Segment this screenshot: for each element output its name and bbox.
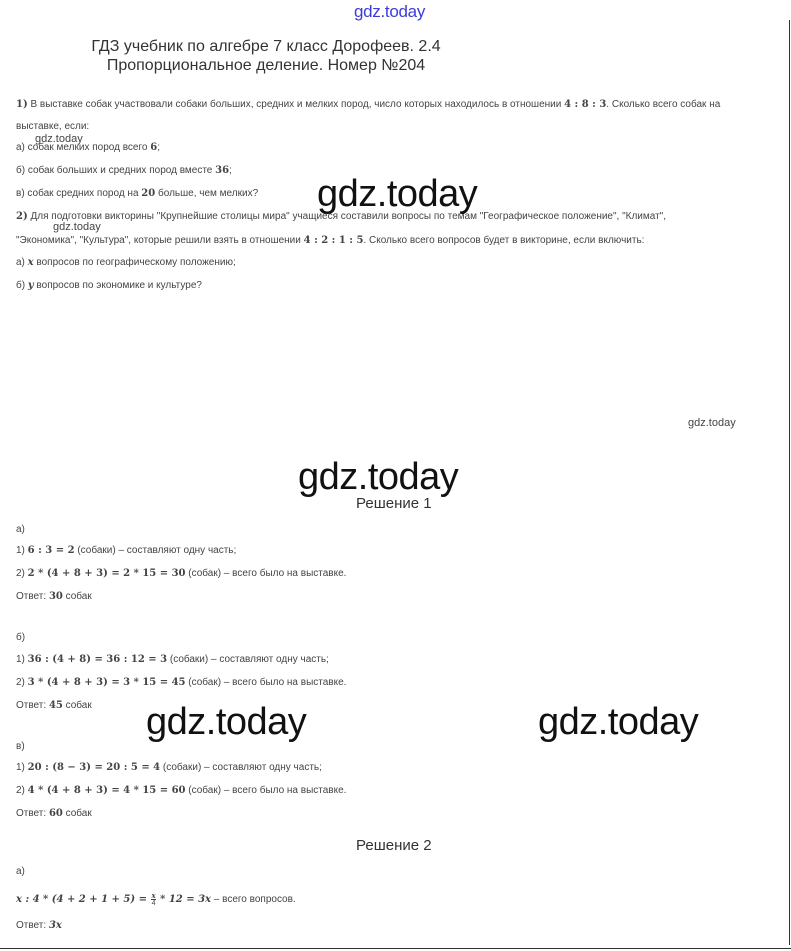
- task1-item-b-text: б) собак больших и средних пород вместе: [16, 165, 216, 176]
- step-text: (собак) – всего было на выставке.: [185, 785, 347, 796]
- task2-ratio: 4 : 2 : 1 : 5: [303, 235, 364, 246]
- page-title-line2: Пропорциональное деление. Номер №204: [106, 57, 426, 74]
- solution2-part-a-label: а): [16, 866, 25, 877]
- task2-item-a-text: вопросов по географическому положению;: [33, 257, 236, 268]
- fraction: [151, 892, 155, 907]
- watermark-large: gdz.today: [538, 701, 699, 743]
- answer-prefix: Ответ:: [16, 591, 49, 602]
- solution2-equation: [16, 892, 296, 907]
- answer-prefix: Ответ:: [16, 808, 49, 819]
- task2-item-a-variable: x: [27, 257, 34, 268]
- step-prefix: 1): [16, 762, 28, 773]
- step-text: (собаки) – составляют одну часть;: [74, 545, 237, 556]
- task1-text: В выставке собак участвовали собаки больших, средних и мелких пород, число которых находилось в отношении: [27, 99, 565, 110]
- task1-number: 1): [16, 99, 28, 110]
- solution1-part-a-step2: [16, 568, 346, 580]
- task1-text-end: . Сколько всего собак на: [606, 99, 721, 110]
- step-text: (собак) – всего было на выставке.: [185, 677, 347, 688]
- fraction-numerator: x: [151, 891, 156, 900]
- answer-value: 45: [48, 700, 63, 711]
- solution1-part-c-step2: [16, 785, 346, 797]
- solution1-part-b-label: б): [16, 632, 26, 643]
- solution1-part-a-label: а): [16, 524, 25, 535]
- step-prefix: 1): [16, 654, 28, 665]
- answer-prefix: Ответ:: [16, 700, 49, 711]
- step-prefix: 2): [16, 568, 28, 579]
- watermark-large: gdz.today: [298, 456, 459, 498]
- equation-left: x : 4 * (4 + 2 + 1 + 5) =: [16, 894, 151, 906]
- solution2-answer: [16, 920, 62, 932]
- answer-value: 60: [48, 808, 63, 819]
- solution1-part-a-answer: [16, 591, 92, 603]
- step-prefix: 1): [16, 545, 28, 556]
- solution1-part-c-label: в): [16, 741, 25, 752]
- watermark-small: gdz.today: [688, 417, 736, 429]
- step-expression: 2 * (4 + 8 + 3) = 2 * 15 = 30: [27, 568, 186, 579]
- watermark-large: gdz.today: [317, 173, 478, 215]
- solution1-part-c-answer: [16, 808, 92, 820]
- task2-item-b-prefix: б): [16, 280, 28, 291]
- solution1-part-b-step2: [16, 677, 346, 689]
- solution1-part-b-answer: [16, 700, 92, 712]
- fraction-denominator: 4: [151, 900, 156, 907]
- task1-item-b-number: 36: [215, 165, 230, 176]
- answer-prefix: Ответ:: [16, 920, 49, 931]
- task1-item-c-end: больше, чем мелких?: [155, 188, 259, 199]
- solution1-heading: Решение 1: [356, 495, 432, 512]
- answer-unit: собак: [62, 700, 92, 711]
- answer-value: 30: [48, 591, 63, 602]
- solution1-part-a-step1: [16, 545, 236, 557]
- answer-unit: собак: [62, 808, 92, 819]
- task1-ratio: 4 : 8 : 3: [564, 99, 607, 110]
- task2-item-a-prefix: а): [16, 257, 28, 268]
- task2-line2-text: "Экономика", "Культура", которые решили взять в отношении: [16, 235, 304, 246]
- task1-line1: [16, 99, 720, 111]
- task2-line2-end: . Сколько всего вопросов будет в викторине, если включить:: [363, 235, 645, 246]
- page-title: [0, 37, 532, 75]
- answer-value: 3x: [48, 920, 62, 931]
- task2-item-b-variable: y: [27, 280, 34, 291]
- step-expression: 36 : (4 + 8) = 36 : 12 = 3: [27, 654, 168, 665]
- watermark-small: gdz.today: [35, 133, 83, 145]
- solution2-heading: Решение 2: [356, 837, 432, 854]
- step-text: (собак) – всего было на выставке.: [185, 568, 347, 579]
- page-title-line1: ГДЗ учебник по алгебре 7 класс Дорофеев. 2.4: [91, 38, 441, 55]
- site-logo[interactable]: gdz.today: [354, 2, 426, 21]
- step-expression: 3 * (4 + 8 + 3) = 3 * 15 = 45: [27, 677, 186, 688]
- step-text: (собаки) – составляют одну часть;: [160, 762, 322, 773]
- watermark-large: gdz.today: [146, 701, 307, 743]
- page-border-right: [789, 20, 790, 945]
- task1-item-a-number: 6: [150, 142, 158, 153]
- task1-item-a-text: а) собак мелких пород всего: [16, 142, 151, 153]
- task1-item-c-number: 20: [141, 188, 156, 199]
- solution1-part-b-step1: [16, 654, 329, 666]
- step-text: (собаки) – составляют одну часть;: [167, 654, 329, 665]
- step-expression: 4 * (4 + 8 + 3) = 4 * 15 = 60: [27, 785, 186, 796]
- task2-text: Для подготовки викторины "Крупнейшие столицы мира" учащиеся составили вопросы по темам "Географическое положение", "Климат",: [27, 211, 667, 222]
- task1-item-b: [16, 165, 232, 177]
- task2-item-a: [16, 257, 236, 269]
- watermark-small: gdz.today: [53, 221, 101, 233]
- task2-number: 2): [16, 211, 28, 222]
- task2-item-b: [16, 280, 202, 292]
- step-expression: 6 : 3 = 2: [27, 545, 75, 556]
- page-border-bottom: [0, 948, 791, 949]
- task1-item-c: [16, 188, 258, 200]
- solution1-part-c-step1: [16, 762, 322, 774]
- step-prefix: 2): [16, 677, 28, 688]
- task2-item-b-text: вопросов по экономике и культуре?: [33, 280, 202, 291]
- task1-item-a-end: ;: [157, 142, 161, 153]
- task1-line2: выставке, если:: [16, 121, 90, 132]
- task2-line2: [16, 235, 644, 247]
- step-prefix: 2): [16, 785, 28, 796]
- step-expression: 20 : (8 − 3) = 20 : 5 = 4: [27, 762, 161, 773]
- task1-item-c-text: в) собак средних пород на: [16, 188, 142, 199]
- equation-text: – всего вопросов.: [211, 894, 296, 906]
- answer-unit: собак: [62, 591, 92, 602]
- task1-item-b-end: ;: [229, 165, 232, 176]
- equation-right: * 12 = 3x: [156, 894, 211, 906]
